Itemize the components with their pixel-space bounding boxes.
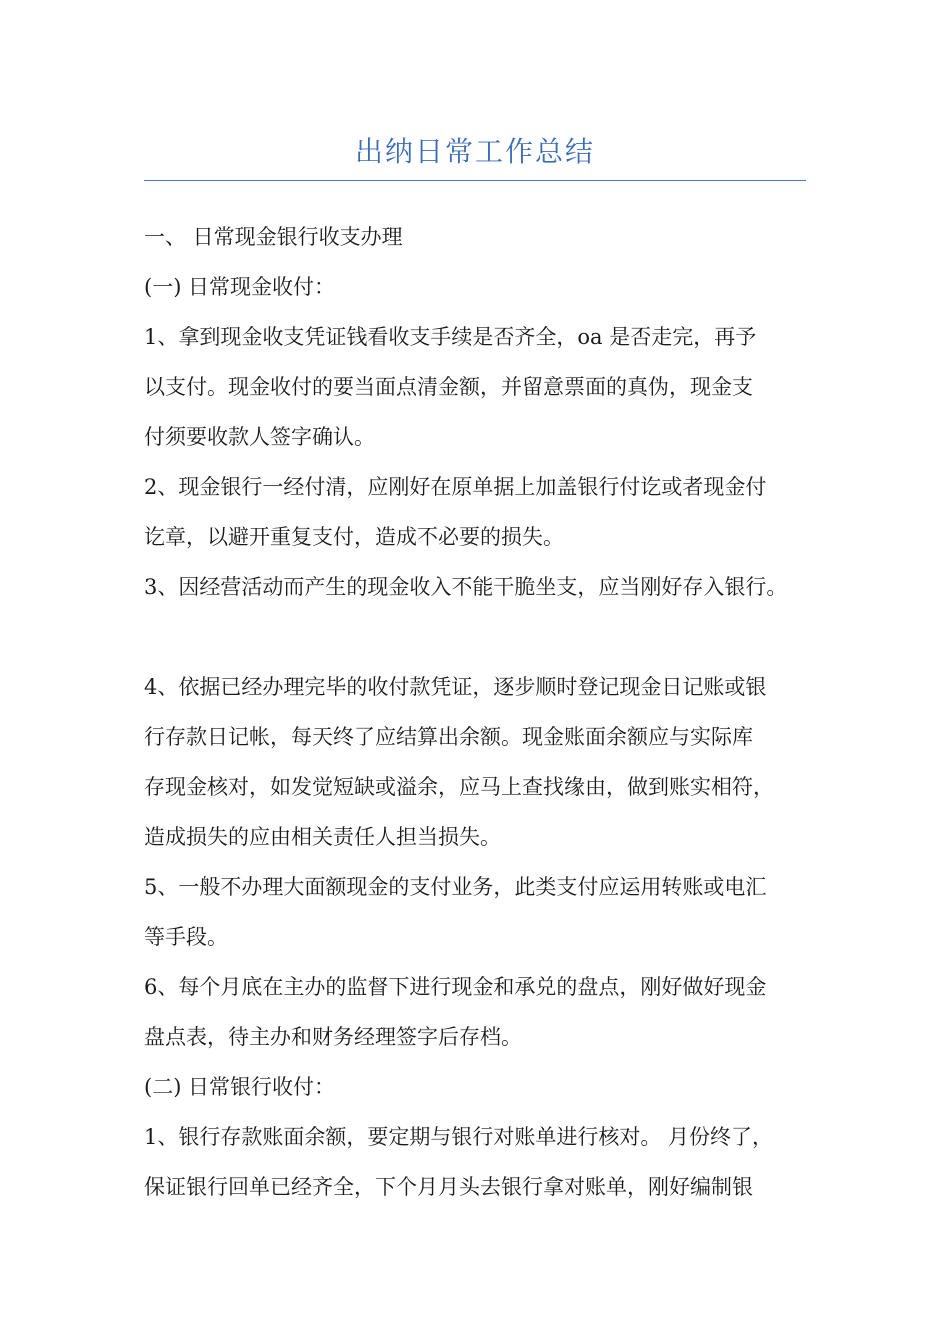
paragraph-line: 存现金核对，如发觉短缺或溢余，应马上查找缘由，做到账实相符， [144,775,774,799]
document-body [144,212,824,1212]
section-heading: 一、 日常现金银行收支办理 [144,225,403,249]
paragraph-line: 以支付。现金收付的要当面点清金额，并留意票面的真伪，现金支 [144,375,753,399]
paragraph-line: 行存款日记帐，每天终了应结算出余额。现金账面余额应与实际库 [144,725,753,749]
paragraph-line: 造成损失的应由相关责任人担当损失。 [144,825,501,849]
paragraph-line: 保证银行回单已经齐全，下个月月头去银行拿对账单，刚好编制银 [144,1175,753,1199]
title-divider [144,180,806,181]
paragraph-line: 盘点表，待主办和财务经理签字后存档。 [144,1025,522,1049]
paragraph-line: 1、银行存款账面余额，要定期与银行对账单进行核对。 月份终了， [144,1125,774,1149]
document-title: 出纳日常工作总结 [354,135,595,168]
paragraph-line: 讫章，以避开重复支付，造成不必要的损失。 [144,525,564,549]
subsection-heading: (一) 日常现金收付： [144,275,336,299]
subsection-heading: (二) 日常银行收付： [144,1075,336,1099]
paragraph-line: 1、拿到现金收支凭证钱看收支手续是否齐全，oa 是否走完，再予 [144,325,757,349]
paragraph-line: 3、因经营活动而产生的现金收入不能干脆坐支，应当刚好存入银行。 [144,575,788,599]
blank-line [144,612,824,662]
paragraph-line: 等手段。 [144,925,228,949]
paragraph-line: 2、现金银行一经付清，应刚好在原单据上加盖银行付讫或者现金付 [144,475,767,499]
paragraph-line: 6、每个月底在主办的监督下进行现金和承兑的盘点，刚好做好现金 [144,975,767,999]
paragraph-line: 5、一般不办理大面额现金的支付业务，此类支付应运用转账或电汇 [144,875,767,899]
paragraph-line: 付须要收款人签字确认。 [144,425,375,449]
paragraph-line: 4、依据已经办理完毕的收付款凭证，逐步顺时登记现金日记账或银 [144,675,767,699]
